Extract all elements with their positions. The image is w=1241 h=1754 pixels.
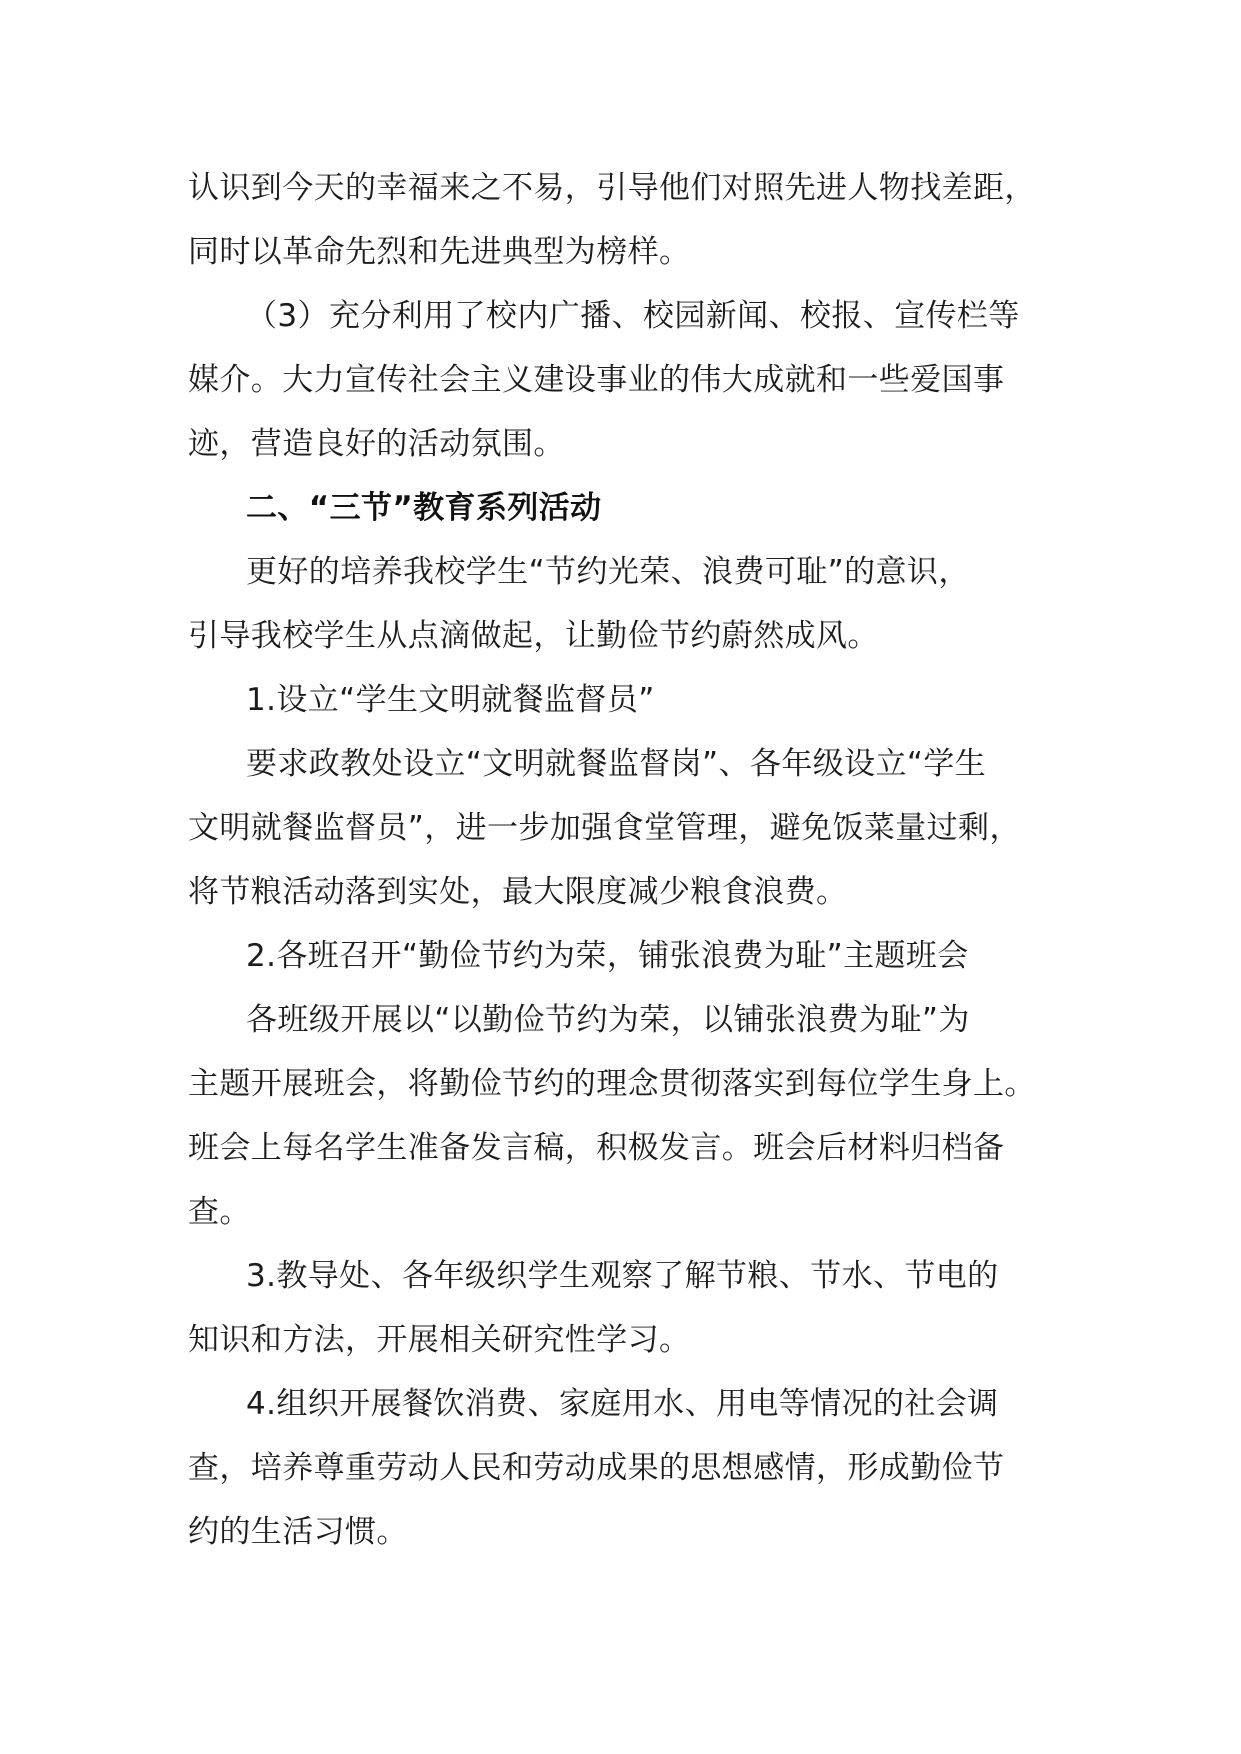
document-body [188,156,1060,1564]
paragraph-line: 引导我校学生从点滴做起，让勤俭节约蔚然成风。 [188,618,879,654]
paragraph-line: 约的生活习惯。 [188,1514,408,1550]
paragraph-line: 知识和方法，开展相关研究性学习。 [188,1322,691,1358]
paragraph-line: 查，培养尊重劳动人民和劳动成果的思想感情，形成勤俭节 [188,1450,1005,1486]
paragraph-line: 认识到今天的幸福来之不易，引导他们对照先进人物找差距， [188,170,1036,206]
item-heading: 4.组织开展餐饮消费、家庭用水、用电等情况的社会调 [246,1386,999,1422]
paragraph-line: 媒介。大力宣传社会主义建设事业的伟大成就和一些爱国事 [188,362,1005,398]
item-heading: 1.设立“学生文明就餐监督员” [246,682,655,718]
paragraph-line: 更好的培养我校学生“节约光荣、浪费可耻”的意识， [246,554,970,590]
paragraph-line: 将节粮活动落到实处，最大限度减少粮食浪费。 [188,874,848,910]
item-heading: 2.各班召开“勤俭节约为荣，铺张浪费为耻”主题班会 [246,938,969,974]
item-heading: 3.教导处、各年级织学生观察了解节粮、节水、节电的 [246,1258,999,1294]
paragraph-line: 查。 [188,1194,251,1230]
paragraph-line: （3）充分利用了校内广播、校园新闻、校报、宣传栏等 [246,298,1020,334]
paragraph-line: 迹，营造良好的活动氛围。 [188,426,565,462]
section-heading: 二、“三节”教育系列活动 [246,490,602,526]
paragraph-line: 班会上每名学生准备发言稿，积极发言。班会后材料归档备 [188,1130,1005,1166]
paragraph-line: 各班级开展以“以勤俭节约为荣，以铺张浪费为耻”为 [246,1002,970,1038]
paragraph-line: 同时以革命先烈和先进典型为榜样。 [188,234,691,270]
paragraph-line: 文明就餐监督员”，进一步加强食堂管理，避免饭菜量过剩， [188,810,1021,846]
paragraph-line: 要求政教处设立“文明就餐监督岗”、各年级设立“学生 [246,746,987,782]
paragraph-line: 主题开展班会，将勤俭节约的理念贯彻落实到每位学生身上。 [188,1066,1036,1102]
